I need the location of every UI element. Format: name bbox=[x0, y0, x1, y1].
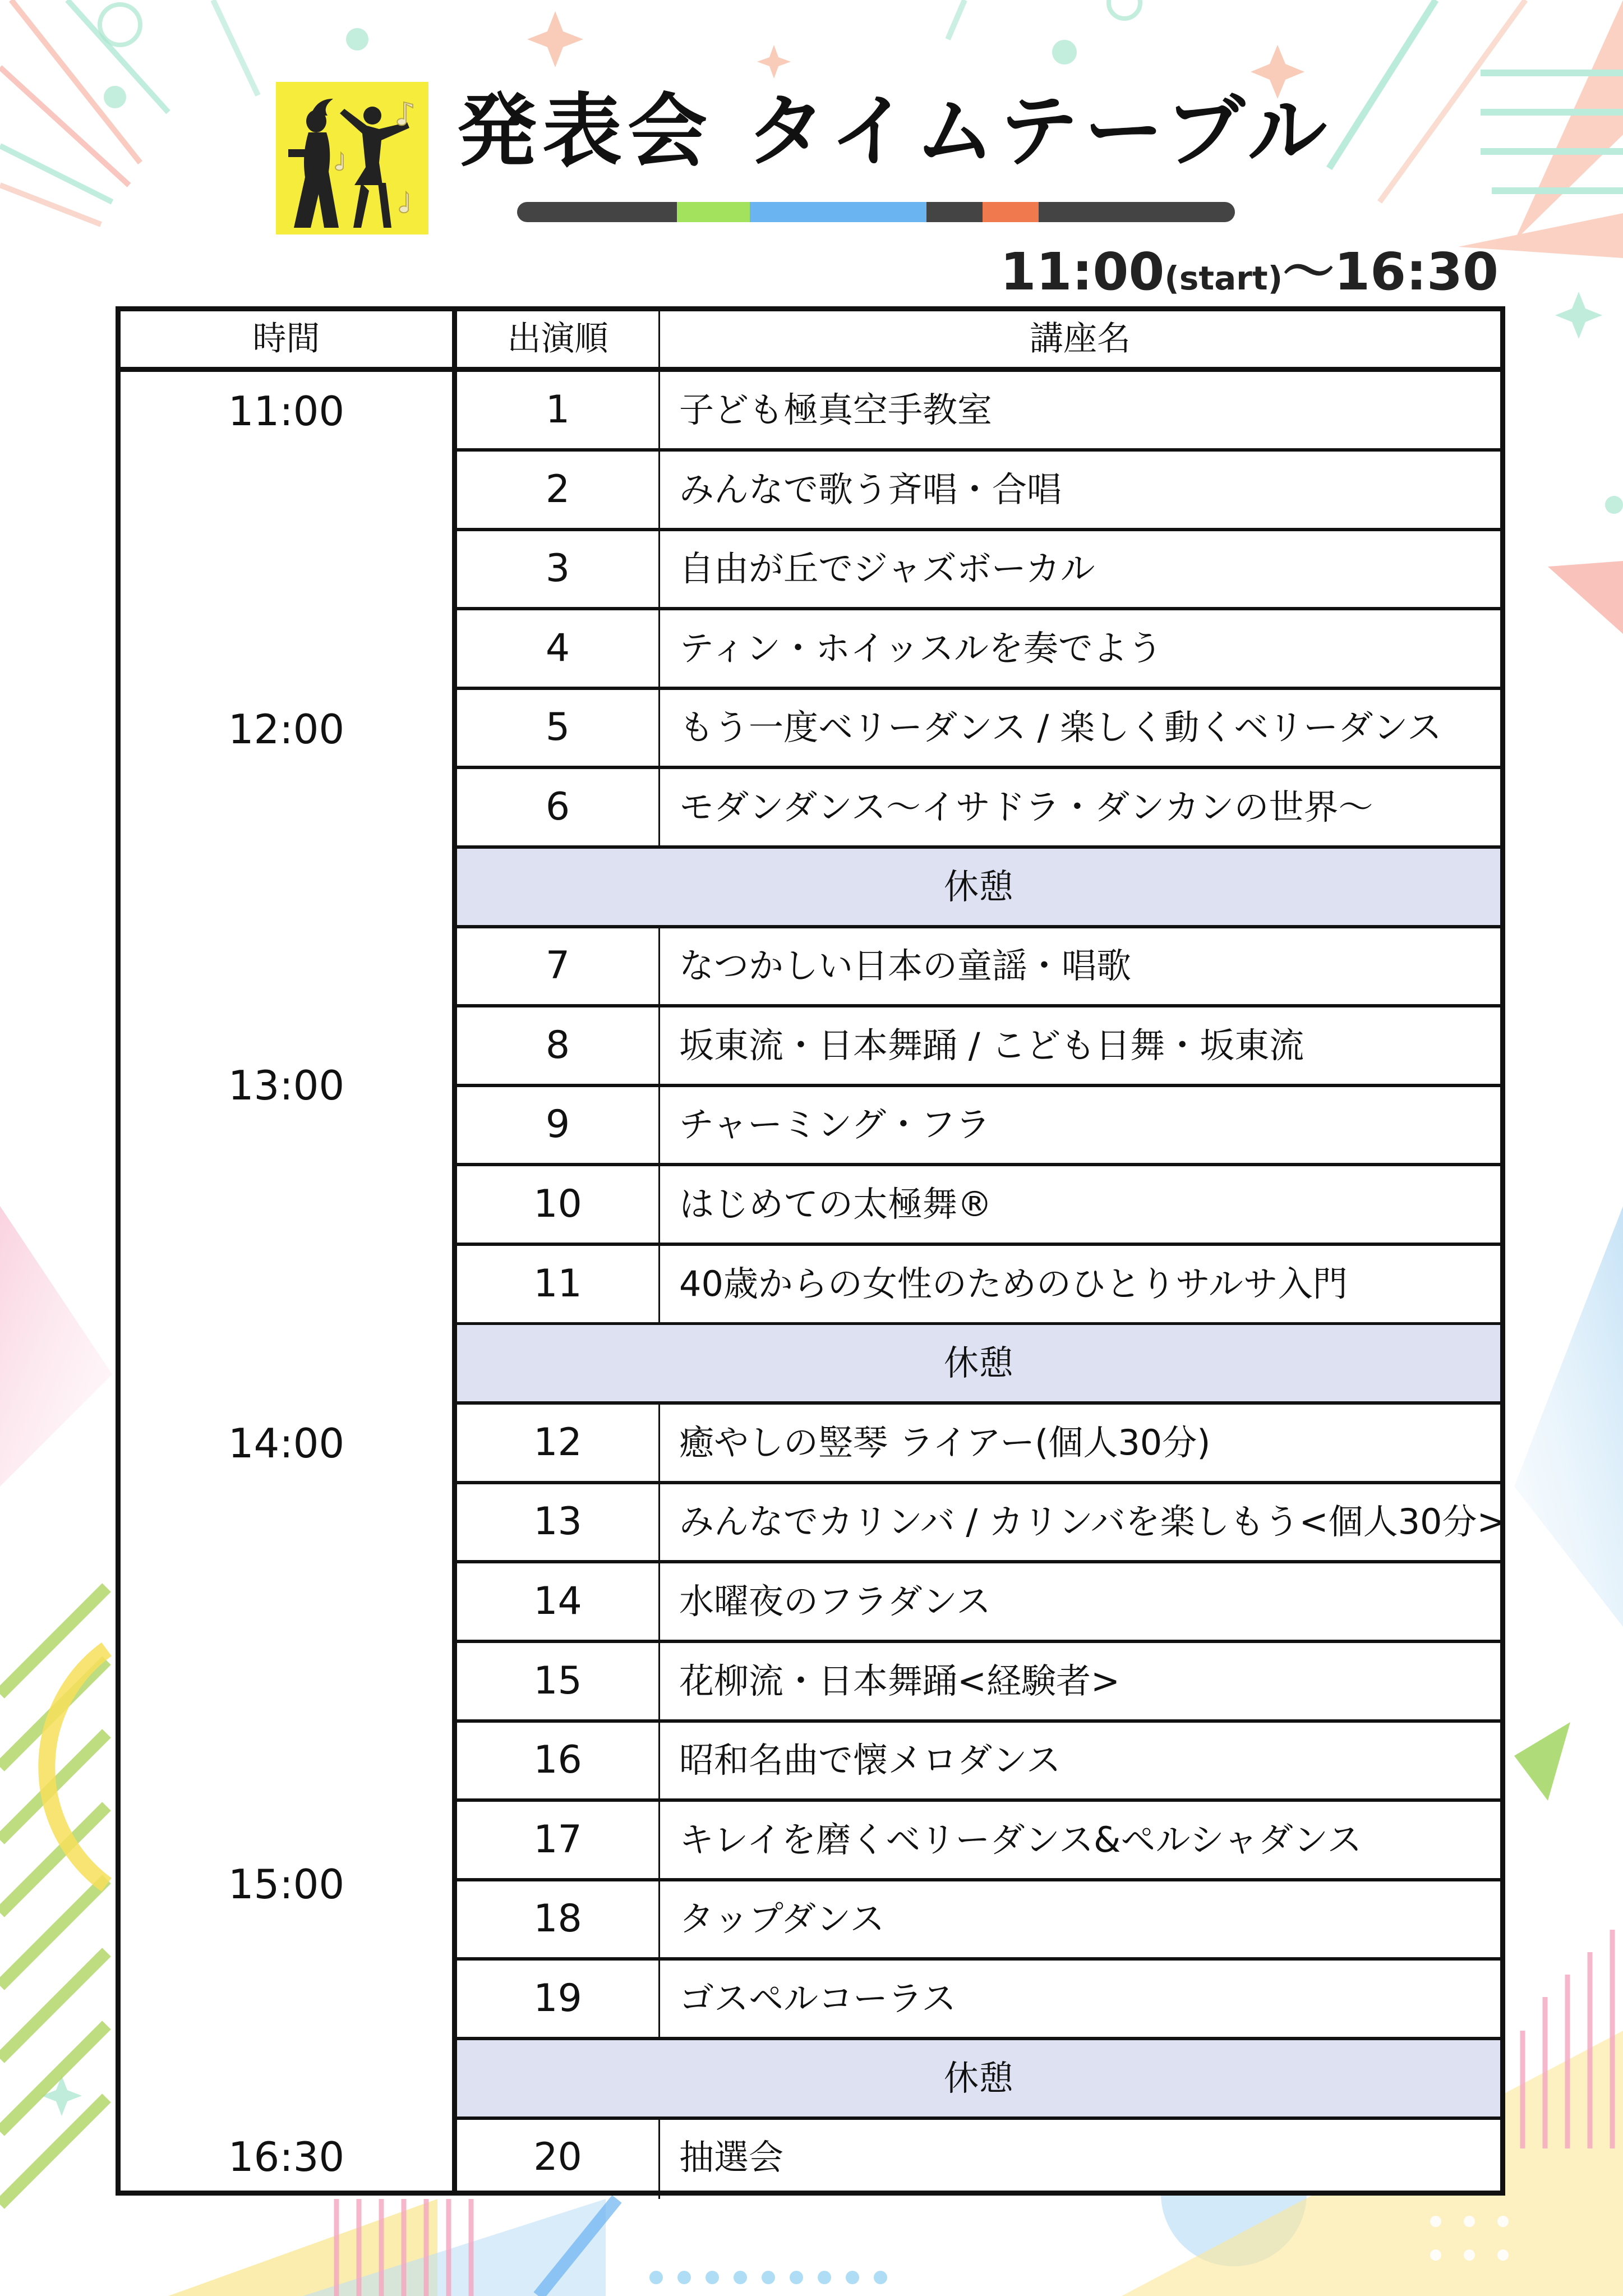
course-name: みんなでカリンバ / カリンバを楽しもう<個人30分> bbox=[679, 1501, 1506, 1543]
start-tag: (start) bbox=[1164, 259, 1283, 297]
time-column bbox=[121, 372, 457, 2191]
time-label: 15:00 bbox=[228, 1861, 345, 1908]
ring-decoration bbox=[100, 4, 140, 45]
table-row bbox=[457, 372, 1500, 452]
course-name: 昭和名曲で懐メロダンス bbox=[679, 1740, 1061, 1781]
event-time-range bbox=[1000, 238, 1498, 306]
header-course: 講座名 bbox=[1030, 319, 1131, 358]
performance-order: 16 bbox=[457, 1722, 660, 1798]
bar-segment bbox=[926, 202, 983, 222]
timetable-rows bbox=[457, 372, 1506, 2191]
dot-decoration bbox=[1605, 496, 1623, 514]
header-order: 出演順 bbox=[457, 311, 660, 367]
green-triangle bbox=[1514, 1722, 1570, 1801]
table-row bbox=[457, 1087, 1500, 1166]
performance-order: 8 bbox=[457, 1007, 660, 1084]
break-row bbox=[457, 2040, 1500, 2120]
course-name: 抽選会 bbox=[679, 2137, 784, 2178]
table-row bbox=[457, 769, 1500, 849]
course-name: はじめての太極舞® bbox=[679, 1184, 993, 1225]
break-label: 休憩 bbox=[943, 866, 1013, 907]
table-row bbox=[457, 689, 1500, 769]
timetable-header bbox=[121, 311, 1500, 372]
burst-lines-top-left bbox=[0, 0, 258, 224]
end-time: 16:30 bbox=[1334, 242, 1498, 302]
performance-order: 13 bbox=[457, 1484, 660, 1560]
performance-order: 4 bbox=[457, 610, 660, 687]
table-row bbox=[457, 1166, 1500, 1246]
title-underline-bar bbox=[517, 202, 1235, 222]
table-row bbox=[457, 1484, 1506, 1563]
table-row bbox=[457, 928, 1500, 1007]
course-name: 子ども極真空手教室 bbox=[679, 389, 993, 430]
pink-panel bbox=[0, 1206, 112, 1487]
performance-order: 17 bbox=[457, 1802, 660, 1878]
performance-order: 14 bbox=[457, 1563, 660, 1640]
break-label: 休憩 bbox=[943, 2057, 1013, 2099]
dot-decoration bbox=[104, 86, 126, 108]
performance-order: 1 bbox=[457, 372, 660, 448]
table-row bbox=[457, 1563, 1500, 1643]
performance-order: 11 bbox=[457, 1246, 660, 1322]
break-row bbox=[457, 849, 1500, 928]
time-label: 12:00 bbox=[228, 706, 345, 753]
course-name: 癒やしの竪琴 ライアー(個人30分) bbox=[679, 1421, 1211, 1463]
table-row bbox=[457, 2119, 1500, 2199]
start-time: 11:00 bbox=[1000, 242, 1165, 302]
course-name: ティン・ホイッスルを奏でよう bbox=[679, 627, 1163, 669]
time-label: 14:00 bbox=[228, 1420, 345, 1467]
time-label: 11:00 bbox=[228, 388, 345, 435]
performance-order: 2 bbox=[457, 452, 660, 528]
course-name: なつかしい日本の童謡・唱歌 bbox=[679, 945, 1132, 987]
page-title: 発表会 タイムテーブル bbox=[457, 85, 1332, 178]
dancers-silhouette-icon bbox=[276, 82, 428, 234]
table-row bbox=[457, 1643, 1500, 1723]
course-name: 自由が丘でジャズボーカル bbox=[679, 548, 1095, 590]
course-name: 花柳流・日本舞踊<経験者> bbox=[679, 1660, 1120, 1701]
performance-order: 6 bbox=[457, 769, 660, 845]
pink-stripes bbox=[336, 2199, 471, 2296]
dot-decoration bbox=[1052, 40, 1077, 65]
performance-order: 5 bbox=[457, 689, 660, 766]
range-separator: 〜 bbox=[1283, 242, 1335, 302]
performance-order: 18 bbox=[457, 1881, 660, 1957]
bar-segment bbox=[1039, 202, 1235, 222]
course-name: チャーミング・フラ bbox=[679, 1104, 990, 1145]
bar-segment bbox=[677, 202, 750, 222]
table-row bbox=[457, 1722, 1500, 1802]
time-label: 13:00 bbox=[228, 1062, 345, 1109]
table-row bbox=[457, 1961, 1500, 2040]
course-name: 40歳からの女性のためのひとりサルサ入門 bbox=[679, 1263, 1348, 1304]
table-row bbox=[457, 452, 1500, 531]
performance-order: 19 bbox=[457, 1961, 660, 2037]
dot-row bbox=[649, 2271, 887, 2284]
time-label: 16:30 bbox=[228, 2133, 345, 2180]
header-time: 時間 bbox=[121, 311, 457, 367]
table-row bbox=[457, 1246, 1500, 1326]
course-name: ゴスペルコーラス bbox=[679, 1978, 957, 2019]
course-name: みんなで歌う斉唱・合唱 bbox=[679, 468, 1062, 510]
dot-decoration bbox=[346, 28, 368, 50]
break-label: 休憩 bbox=[943, 1342, 1013, 1384]
table-row bbox=[457, 1881, 1500, 1961]
blue-panel bbox=[1514, 1206, 1623, 1627]
course-name: 水曜夜のフラダンス bbox=[679, 1581, 992, 1622]
table-row bbox=[457, 610, 1500, 690]
course-name: モダンダンス〜イサドラ・ダンカンの世界〜 bbox=[679, 786, 1373, 827]
timetable bbox=[116, 306, 1505, 2196]
performance-order: 10 bbox=[457, 1166, 660, 1243]
table-row bbox=[457, 1802, 1500, 1881]
green-stripes bbox=[0, 1588, 107, 2205]
course-name: もう一度ベリーダンス / 楽しく動くベリーダンス bbox=[679, 707, 1442, 748]
performance-order: 15 bbox=[457, 1643, 660, 1719]
performance-order: 9 bbox=[457, 1087, 660, 1163]
performance-order: 20 bbox=[457, 2119, 660, 2199]
performance-order: 12 bbox=[457, 1405, 660, 1481]
table-row bbox=[457, 1405, 1500, 1484]
course-name: タップダンス bbox=[679, 1898, 885, 1940]
break-row bbox=[457, 1325, 1500, 1405]
dancers-logo bbox=[276, 82, 428, 234]
bar-segment bbox=[517, 202, 677, 222]
ring-decoration bbox=[1109, 0, 1140, 19]
course-name: キレイを磨くベリーダンス&ペルシャダンス bbox=[679, 1819, 1362, 1860]
performance-order: 7 bbox=[457, 928, 660, 1004]
table-row bbox=[457, 531, 1500, 610]
course-name: 坂東流・日本舞踊 / こども日舞・坂東流 bbox=[679, 1024, 1304, 1066]
bar-segment bbox=[750, 202, 926, 222]
performance-order: 3 bbox=[457, 531, 660, 607]
bar-segment bbox=[983, 202, 1039, 222]
table-row bbox=[457, 1007, 1500, 1087]
